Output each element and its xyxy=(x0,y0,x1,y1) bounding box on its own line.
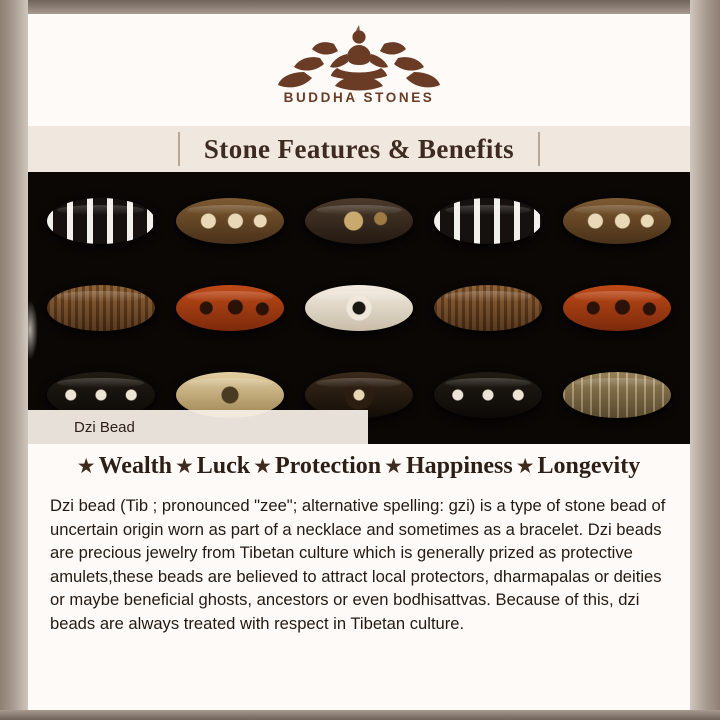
dzi-bead xyxy=(434,285,542,331)
description-paragraph: Dzi bead (Tib ; pronounced "zee"; alternative spelling: gzi) is a type of stone bead of uncertain origin worn as part of a necklace and sometimes as a bracelet. Dzi beads are precious jewelry from Tibetan culture which is generally prized as protective amulets,these beads are believed to attract local protectors, dharmapalas or deities or maybe beneficial ghosts, ancestors or even bodhisattvas. Because of this, dzi beads are always treated with respect in Tibetan culture. xyxy=(50,496,666,633)
frame-top-edge xyxy=(0,0,720,14)
bead-grid xyxy=(28,172,690,444)
frame-left-edge xyxy=(0,0,28,720)
benefit-label-luck: Luck xyxy=(196,452,251,479)
benefit-label-protection: Protection xyxy=(274,452,382,479)
dzi-bead xyxy=(305,198,413,244)
star-icon: ★ xyxy=(384,454,403,478)
star-icon: ★ xyxy=(515,454,535,478)
benefit-label-happiness: Happiness xyxy=(405,452,513,479)
page-title: Stone Features & Benefits xyxy=(203,133,515,164)
bead-photo xyxy=(28,172,690,444)
frame-right-edge xyxy=(690,0,720,720)
dzi-bead xyxy=(176,198,284,244)
star-icon: ★ xyxy=(174,454,194,478)
dzi-bead xyxy=(47,198,155,244)
dzi-bead xyxy=(434,372,542,418)
dzi-bead xyxy=(563,198,671,244)
frame-bottom-edge xyxy=(0,710,720,720)
dzi-bead xyxy=(563,372,671,418)
brand-name: BUDDHA STONES xyxy=(283,90,435,105)
star-icon: ★ xyxy=(253,454,272,478)
lotus-meditation-figure-logo xyxy=(264,20,454,94)
dzi-bead xyxy=(47,285,155,331)
section-title-band xyxy=(28,126,690,172)
brand-header xyxy=(28,14,690,124)
dzi-bead xyxy=(563,285,671,331)
benefit-label-longevity: Longevity xyxy=(537,452,641,479)
benefit-label-wealth: Wealth xyxy=(98,452,172,479)
dzi-bead xyxy=(305,285,413,331)
benefits-row xyxy=(28,444,690,488)
content-area xyxy=(28,14,690,710)
dzi-bead xyxy=(434,198,542,244)
dzi-bead xyxy=(176,285,284,331)
star-icon: ★ xyxy=(76,454,96,478)
photo-caption: Dzi Bead xyxy=(28,410,368,444)
